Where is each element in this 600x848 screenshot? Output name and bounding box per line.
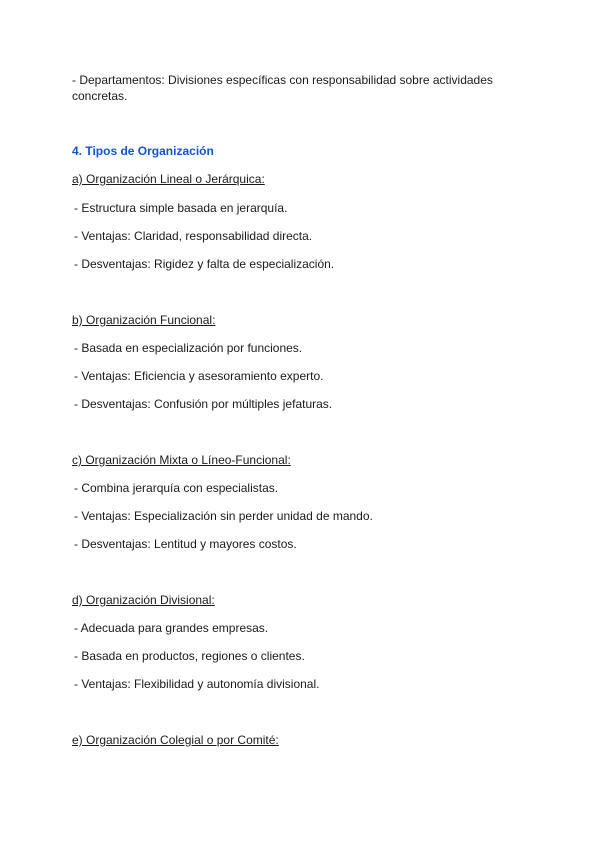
list-item: - Ventajas: Flexibilidad y autonomía divisional.	[74, 677, 320, 691]
subheading-colegial: e) Organización Colegial o por Comité:	[72, 733, 279, 747]
list-item: - Estructura simple basada en jerarquía.	[74, 201, 288, 215]
subheading-funcional: b) Organización Funcional:	[72, 313, 216, 327]
departments-paragraph: - Departamentos: Divisiones específicas con responsabilidad sobre actividades concretas.	[72, 73, 493, 103]
list-item: - Ventajas: Claridad, responsabilidad directa.	[74, 229, 313, 243]
section-heading: 4. Tipos de Organización	[72, 144, 214, 158]
list-item: - Basada en especialización por funciones.	[74, 341, 303, 355]
list-item: - Ventajas: Especialización sin perder unidad de mando.	[74, 509, 373, 523]
list-item: - Desventajas: Rigidez y falta de especialización.	[74, 257, 335, 271]
subheading-divisional: d) Organización Divisional:	[72, 593, 215, 607]
list-item: - Basada en productos, regiones o clientes.	[74, 649, 305, 663]
list-item: - Adecuada para grandes empresas.	[74, 621, 269, 635]
list-item: - Combina jerarquía con especialistas.	[74, 481, 279, 495]
list-item: - Desventajas: Confusión por múltiples jefaturas.	[74, 397, 333, 411]
subheading-mixta: c) Organización Mixta o Líneo-Funcional:	[72, 453, 291, 467]
list-item: - Ventajas: Eficiencia y asesoramiento experto.	[74, 369, 324, 383]
subheading-lineal: a) Organización Lineal o Jerárquica:	[72, 172, 265, 186]
list-item: - Desventajas: Lentitud y mayores costos.	[74, 537, 297, 551]
